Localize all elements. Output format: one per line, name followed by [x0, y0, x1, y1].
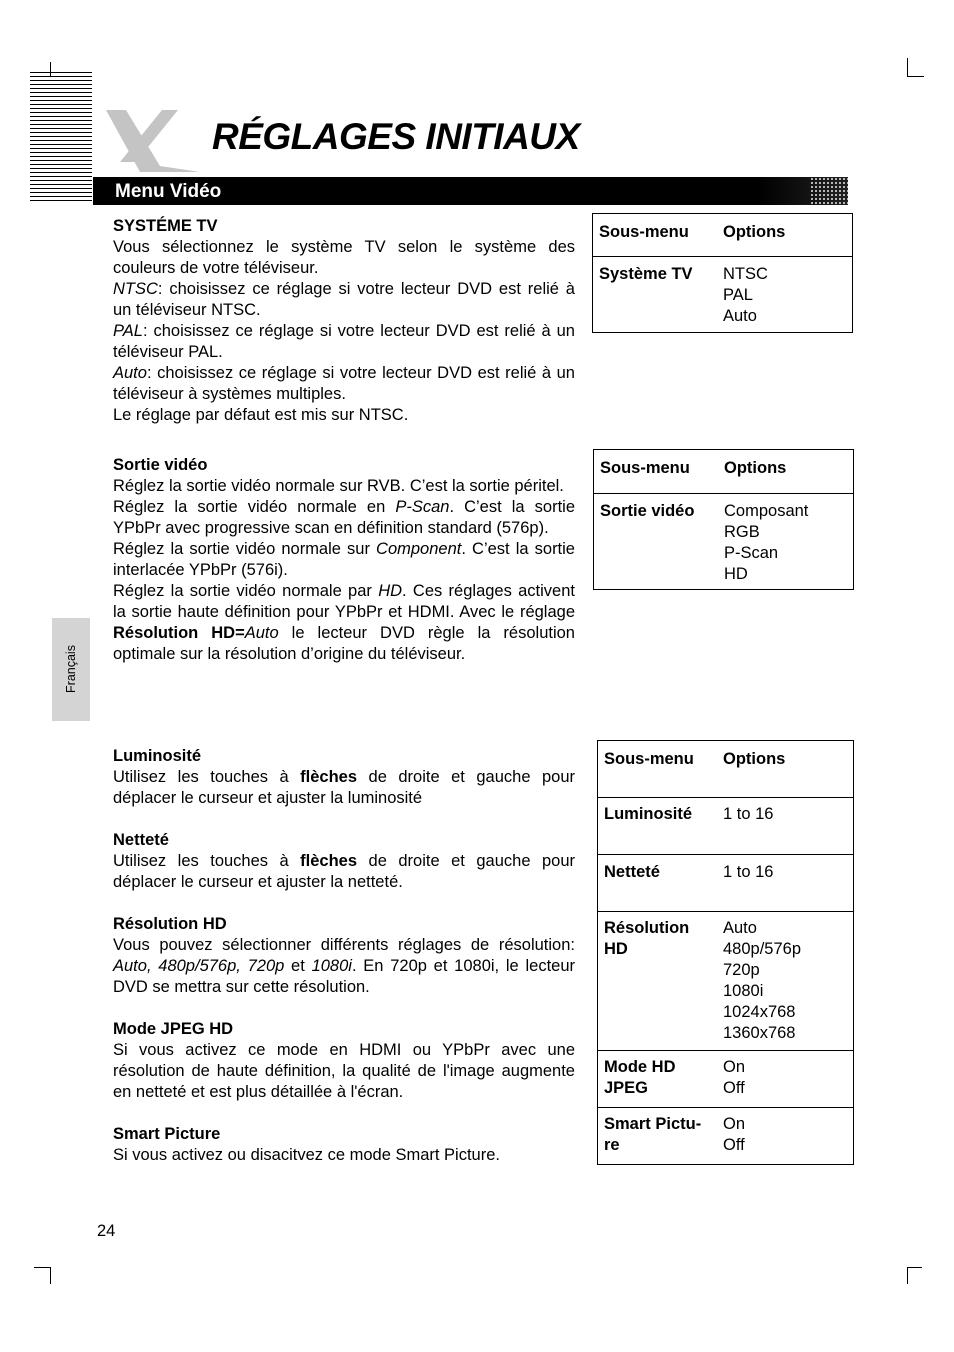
pal-text: : choisissez ce réglage si votre lecteur DVD est relié à un téléviseur PAL. [113, 322, 575, 361]
row-options [723, 855, 854, 912]
option-item: 1080i [723, 982, 764, 1000]
auto-italic: Auto [244, 624, 279, 642]
text-span: Réglez la sortie vidéo normale sur [113, 540, 377, 558]
text-span: le lecteur DVD règle la résolution optimale sur la résolution d’origine du téléviseur. [113, 624, 575, 663]
nettete-text [113, 851, 575, 893]
text-span: de droite et gauche pour déplacer le curseur et ajuster la netteté. [113, 852, 576, 891]
label-line: Luminosité [604, 805, 693, 823]
table-header-row [593, 214, 853, 257]
resolution-1080i-italic: 1080i [311, 957, 352, 975]
label-line: HD [604, 940, 628, 958]
text-span: Utilisez les touches à [113, 852, 301, 870]
sortie-video-component-paragraph [113, 539, 575, 581]
systeme-tv-options-table [592, 213, 853, 333]
sortie-video-pscan-paragraph [113, 497, 575, 539]
text-span: et [284, 957, 312, 975]
option-item: RGB [724, 523, 760, 541]
table-row [598, 1051, 854, 1108]
row-options [723, 798, 854, 855]
row-label [598, 855, 724, 912]
option-item: 1024x768 [723, 1003, 796, 1021]
label-line: Smart Pictu- [604, 1115, 702, 1133]
resolution-options-italic: Auto, 480p/576p, 720p [113, 957, 285, 975]
row-label [598, 1108, 724, 1165]
row-options [723, 1051, 854, 1108]
row-options [723, 1108, 854, 1165]
section-title: Menu Vidéo [115, 181, 222, 202]
resolution-hd-heading: Résolution HD [113, 915, 227, 933]
option-item: 1360x768 [723, 1024, 796, 1042]
text-span: Réglez la sortie vidéo normale en [113, 498, 396, 516]
decorative-stripes [30, 72, 92, 202]
pal-paragraph [113, 321, 575, 363]
text-span: Utilisez les touches à [113, 768, 301, 786]
ntsc-text: : choisissez ce réglage si votre lecteur DVD est relié à un téléviseur NTSC. [113, 280, 575, 319]
row-label: Sortie vidéo [594, 494, 725, 590]
header-sous-menu: Sous-menu [594, 450, 725, 494]
systeme-tv-intro: Vous sélectionnez le système TV selon le système des couleurs de votre téléviseur. [113, 238, 575, 277]
language-tab-label: Français [64, 645, 78, 693]
header-sous-menu: Sous-menu [593, 214, 724, 257]
auto-term: Auto [113, 364, 147, 382]
pscan-term: P-Scan [395, 498, 450, 516]
mode-jpeg-heading: Mode JPEG HD [113, 1020, 234, 1038]
text-span: . Ces réglages activent la sortie haute définition pour YPbPr et HDMI. Avec le réglage [113, 582, 575, 621]
ntsc-paragraph [113, 279, 575, 321]
crop-mark-bottom-right [907, 1267, 922, 1284]
page-number: 24 [97, 1222, 116, 1240]
table-row [598, 855, 854, 912]
option-item: NTSC [723, 265, 768, 283]
mode-jpeg-text: Si vous activez ce mode en HDMI ou YPbPr avec une résolution de haute définition, la qualité de l'image augmente en netteté et est plus détaillée à l'écran. [113, 1041, 575, 1101]
default-setting-text: Le réglage par défaut est mis sur NTSC. [113, 406, 409, 424]
smart-picture-heading: Smart Picture [113, 1125, 221, 1143]
sortie-video-hd-paragraph [113, 581, 575, 665]
table-row [598, 912, 854, 1051]
label-line: Résolution [604, 919, 690, 937]
option-item: Auto [723, 307, 757, 325]
option-item: PAL [723, 286, 753, 304]
systeme-tv-heading: SYSTÉME TV [113, 217, 218, 235]
header-options: Options [724, 450, 854, 494]
lower-sections [113, 746, 575, 1166]
label-line: JPEG [604, 1079, 649, 1097]
sortie-video-options-table [593, 449, 854, 590]
nettete-heading: Netteté [113, 831, 169, 849]
ntsc-term: NTSC [113, 280, 158, 298]
table-row [594, 494, 854, 590]
option-item: Off [723, 1079, 745, 1097]
option-item: Auto [723, 919, 757, 937]
smart-picture-text: Si vous activez ou disacitvez ce mode Smart Picture. [113, 1146, 500, 1164]
label-line: Mode HD [604, 1058, 676, 1076]
table-row [598, 798, 854, 855]
header-sous-menu: Sous-menu [598, 741, 724, 798]
text-span: . C’est la sortie YPbPr avec progressive scan en définition standard (576p). [113, 498, 576, 537]
crop-mark-top-right [907, 58, 924, 77]
pal-term: PAL [113, 322, 143, 340]
option-item: 1 to 16 [723, 805, 774, 823]
header-options: Options [723, 214, 853, 257]
label-line: re [604, 1136, 620, 1154]
component-term: Component [376, 540, 462, 558]
image-settings-options-table [597, 740, 854, 1165]
luminosite-text [113, 767, 575, 809]
fleches-bold: flèches [300, 852, 358, 870]
option-item: 720p [723, 961, 760, 979]
option-item: On [723, 1058, 746, 1076]
resolution-hd-text [113, 935, 575, 998]
section-bar-dot-pattern [810, 177, 848, 205]
row-options [723, 912, 854, 1051]
brand-x-logo [104, 108, 204, 178]
text-span: . En 720p et 1080i, le lecteur DVD se mettra sur cette résolution. [113, 957, 575, 996]
table-row [598, 1108, 854, 1165]
option-item: On [723, 1115, 746, 1133]
text-span: de droite et gauche pour déplacer le curseur et ajuster la luminosité [113, 768, 576, 807]
table-header-row [598, 741, 854, 798]
page-title: RÉGLAGES INITIAUX [212, 116, 580, 157]
systeme-tv-section [113, 216, 575, 426]
table-row [593, 257, 853, 333]
option-item: 1 to 16 [723, 863, 774, 881]
row-label [598, 1051, 724, 1108]
text-span: Réglez la sortie vidéo normale par [113, 582, 379, 600]
fleches-bold: flèches [300, 768, 358, 786]
table-header-row [594, 450, 854, 494]
row-options [724, 494, 854, 590]
row-options [723, 257, 853, 333]
sortie-video-section [113, 455, 575, 665]
text-span: Vous pouvez sélectionner différents réglages de résolution: [113, 936, 575, 954]
label-line: Netteté [604, 863, 660, 881]
row-label [598, 912, 724, 1051]
auto-text: : choisissez ce réglage si votre lecteur DVD est relié à un téléviseur à systèmes multiples. [113, 364, 575, 403]
hd-term: HD [378, 582, 403, 600]
crop-mark-bottom-left [34, 1267, 51, 1284]
row-label: Système TV [593, 257, 724, 333]
sortie-video-rvb-text: Réglez la sortie vidéo normale sur RVB. C’est la sortie péritel. [113, 477, 564, 495]
option-item: P-Scan [724, 544, 779, 562]
sortie-video-heading: Sortie vidéo [113, 456, 208, 474]
row-label [598, 798, 724, 855]
text-span: . C’est la sortie interlacée YPbPr (576i). [113, 540, 575, 579]
luminosite-heading: Luminosité [113, 747, 202, 765]
option-item: 480p/576p [723, 940, 801, 958]
resolution-hd-bold: Résolution HD= [113, 624, 245, 642]
option-item: Composant [724, 502, 809, 520]
option-item: HD [724, 565, 748, 583]
auto-paragraph [113, 363, 575, 405]
header-options: Options [723, 741, 854, 798]
option-item: Off [723, 1136, 745, 1154]
